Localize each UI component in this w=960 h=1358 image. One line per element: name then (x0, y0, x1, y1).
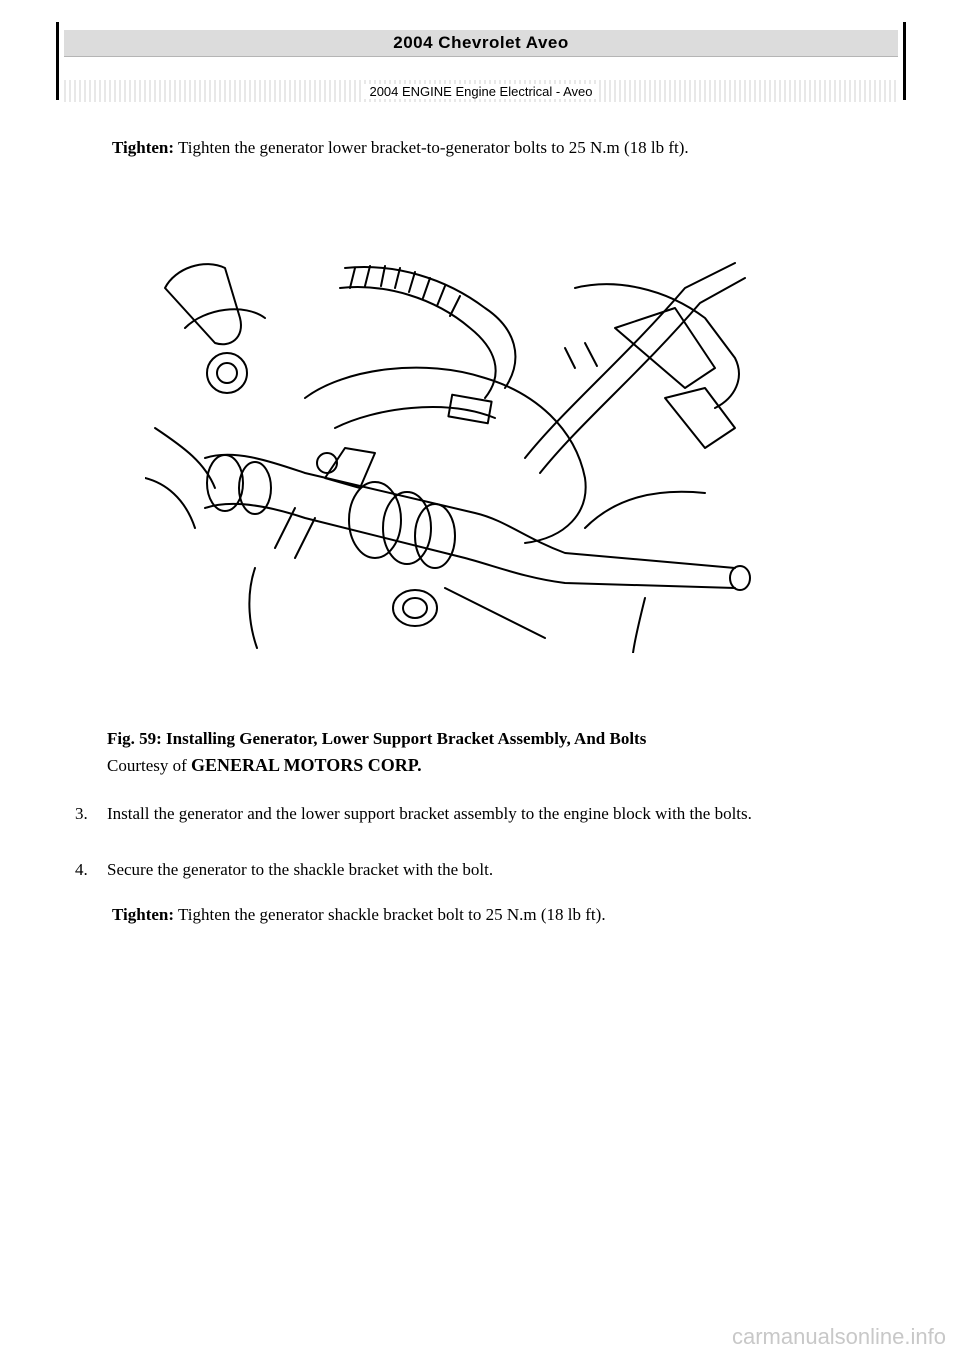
header-right-rule (903, 22, 906, 100)
step-text: Install the generator and the lower support bracket assembly to the engine block with the bolts. (107, 804, 752, 823)
tighten-text-1: Tighten the generator lower bracket-to-generator bolts to 25 N.m (18 lb ft). (174, 138, 689, 157)
step-number: 4. (75, 860, 88, 879)
header-subtitle-band (64, 80, 898, 102)
step-4 (75, 856, 885, 884)
figure-caption-block (107, 726, 646, 779)
step-number: 3. (75, 804, 88, 823)
figure-caption: Fig. 59: Installing Generator, Lower Support Bracket Assembly, And Bolts (107, 729, 647, 748)
tighten-text-2: Tighten the generator shackle bracket bolt to 25 N.m (18 lb ft). (174, 905, 606, 924)
tighten-label-1: Tighten: (112, 138, 175, 157)
site-watermark: carmanualsonline.info (731, 1324, 946, 1349)
step-text: Secure the generator to the shackle bracket with the bolt. (107, 860, 494, 879)
tighten-instruction-1 (112, 138, 689, 158)
header-subtitle: 2004 ENGINE Engine Electrical - Aveo (363, 84, 598, 99)
header-left-rule (56, 22, 59, 100)
page-header (56, 22, 906, 100)
figure-courtesy (107, 752, 646, 779)
step-3 (75, 800, 885, 828)
courtesy-prefix: Courtesy of (107, 756, 192, 775)
header-title: 2004 Chevrolet Aveo (64, 30, 898, 57)
tighten-instruction-2 (112, 905, 606, 925)
tighten-label-2: Tighten: (112, 905, 175, 924)
generator-installation-illustration (145, 248, 760, 653)
courtesy-org: GENERAL MOTORS CORP. (191, 755, 422, 775)
